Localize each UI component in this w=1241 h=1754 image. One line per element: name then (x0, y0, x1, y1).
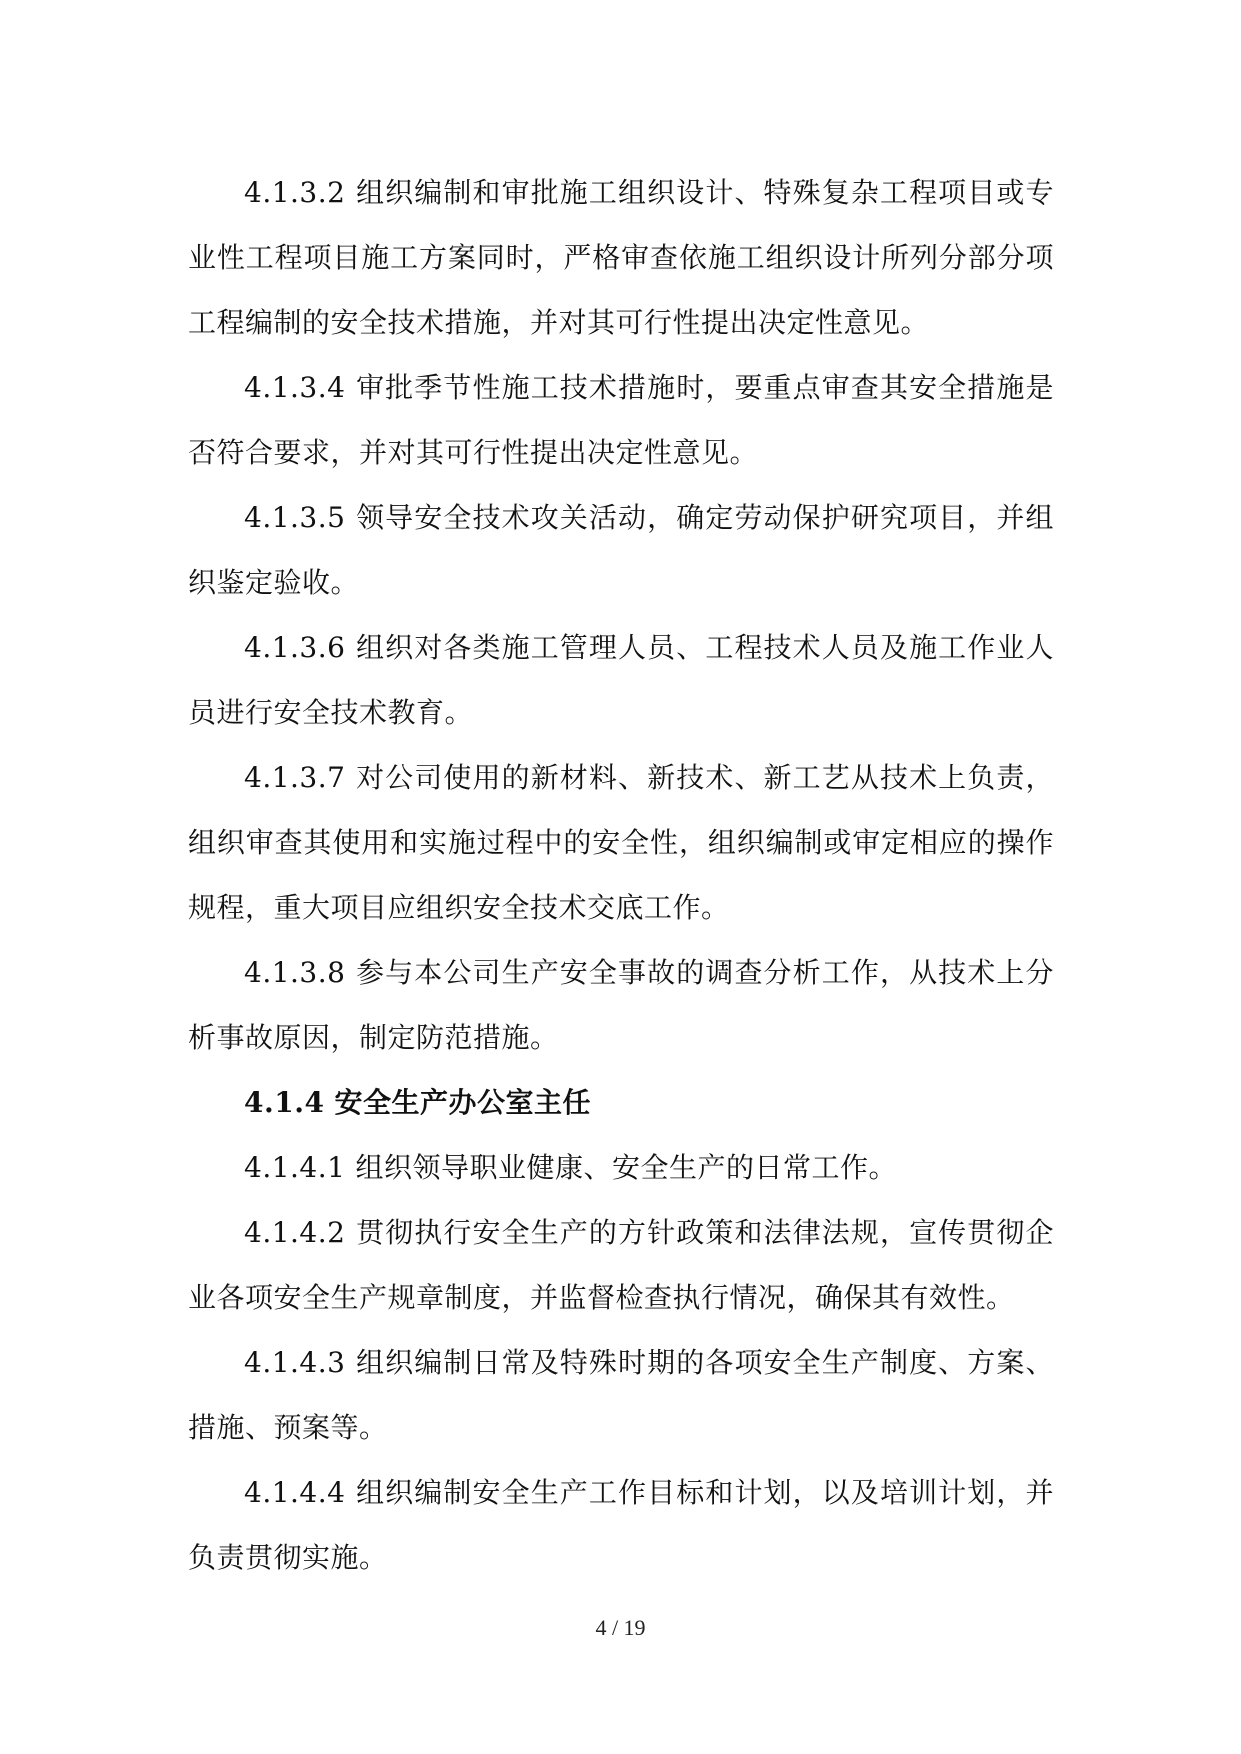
clause-number: 4.1.4.2 (244, 1216, 346, 1249)
clause-text: 组织编制日常及特殊时期的各项安全生产制度、方案、措施、预案等。 (188, 1346, 1054, 1444)
clause-text: 领导安全技术攻关活动，确定劳动保护研究项目，并组织鉴定验收。 (188, 501, 1054, 599)
paragraph-4-1-3-8 (188, 940, 1054, 1070)
paragraph-4-1-4-3 (188, 1330, 1054, 1460)
clause-number: 4.1.3.8 (244, 956, 346, 989)
paragraph-4-1-3-5 (188, 485, 1054, 615)
clause-text: 组织对各类施工管理人员、工程技术人员及施工作业人员进行安全技术教育。 (188, 631, 1054, 729)
paragraph-4-1-3-6 (188, 615, 1054, 745)
clause-text: 组织编制安全生产工作目标和计划，以及培训计划，并负责贯彻实施。 (188, 1476, 1054, 1574)
clause-text: 组织编制和审批施工组织设计、特殊复杂工程项目或专业性工程项目施工方案同时，严格审查依施工组织设计所列分部分项工程编制的安全技术措施，并对其可行性提出决定性意见。 (188, 176, 1054, 339)
clause-text: 贯彻执行安全生产的方针政策和法律法规，宣传贯彻企业各项安全生产规章制度，并监督检查执行情况，确保其有效性。 (188, 1216, 1054, 1314)
clause-number: 4.1.3.4 (244, 371, 346, 404)
section-title: 安全生产办公室主任 (334, 1086, 591, 1119)
clause-number: 4.1.4.1 (244, 1151, 346, 1184)
paragraph-4-1-3-2 (188, 160, 1054, 355)
clause-text: 组织领导职业健康、安全生产的日常工作。 (355, 1151, 897, 1184)
clause-number: 4.1.3.6 (244, 631, 346, 664)
clause-number: 4.1.4.3 (244, 1346, 346, 1379)
clause-number: 4.1.3.7 (244, 761, 346, 794)
paragraph-4-1-4-4 (188, 1460, 1054, 1590)
section-heading-4-1-4 (188, 1070, 1054, 1135)
paragraph-4-1-4-1 (188, 1135, 1054, 1200)
clause-number: 4.1.3.5 (244, 501, 346, 534)
paragraph-4-1-3-4 (188, 355, 1054, 485)
page-number: 4 / 19 (595, 1615, 646, 1640)
clause-number: 4.1.3.2 (244, 176, 346, 209)
paragraph-4-1-3-7 (188, 745, 1054, 940)
section-number: 4.1.4 (244, 1086, 325, 1119)
clause-text: 参与本公司生产安全事故的调查分析工作，从技术上分析事故原因，制定防范措施。 (188, 956, 1054, 1054)
document-body (188, 160, 1054, 1590)
clause-number: 4.1.4.4 (244, 1476, 346, 1509)
clause-text: 审批季节性施工技术措施时，要重点审查其安全措施是否符合要求，并对其可行性提出决定性意见。 (188, 371, 1054, 469)
paragraph-4-1-4-2 (188, 1200, 1054, 1330)
clause-text: 对公司使用的新材料、新技术、新工艺从技术上负责，组织审查其使用和实施过程中的安全性，组织编制或审定相应的操作规程，重大项目应组织安全技术交底工作。 (188, 761, 1054, 924)
